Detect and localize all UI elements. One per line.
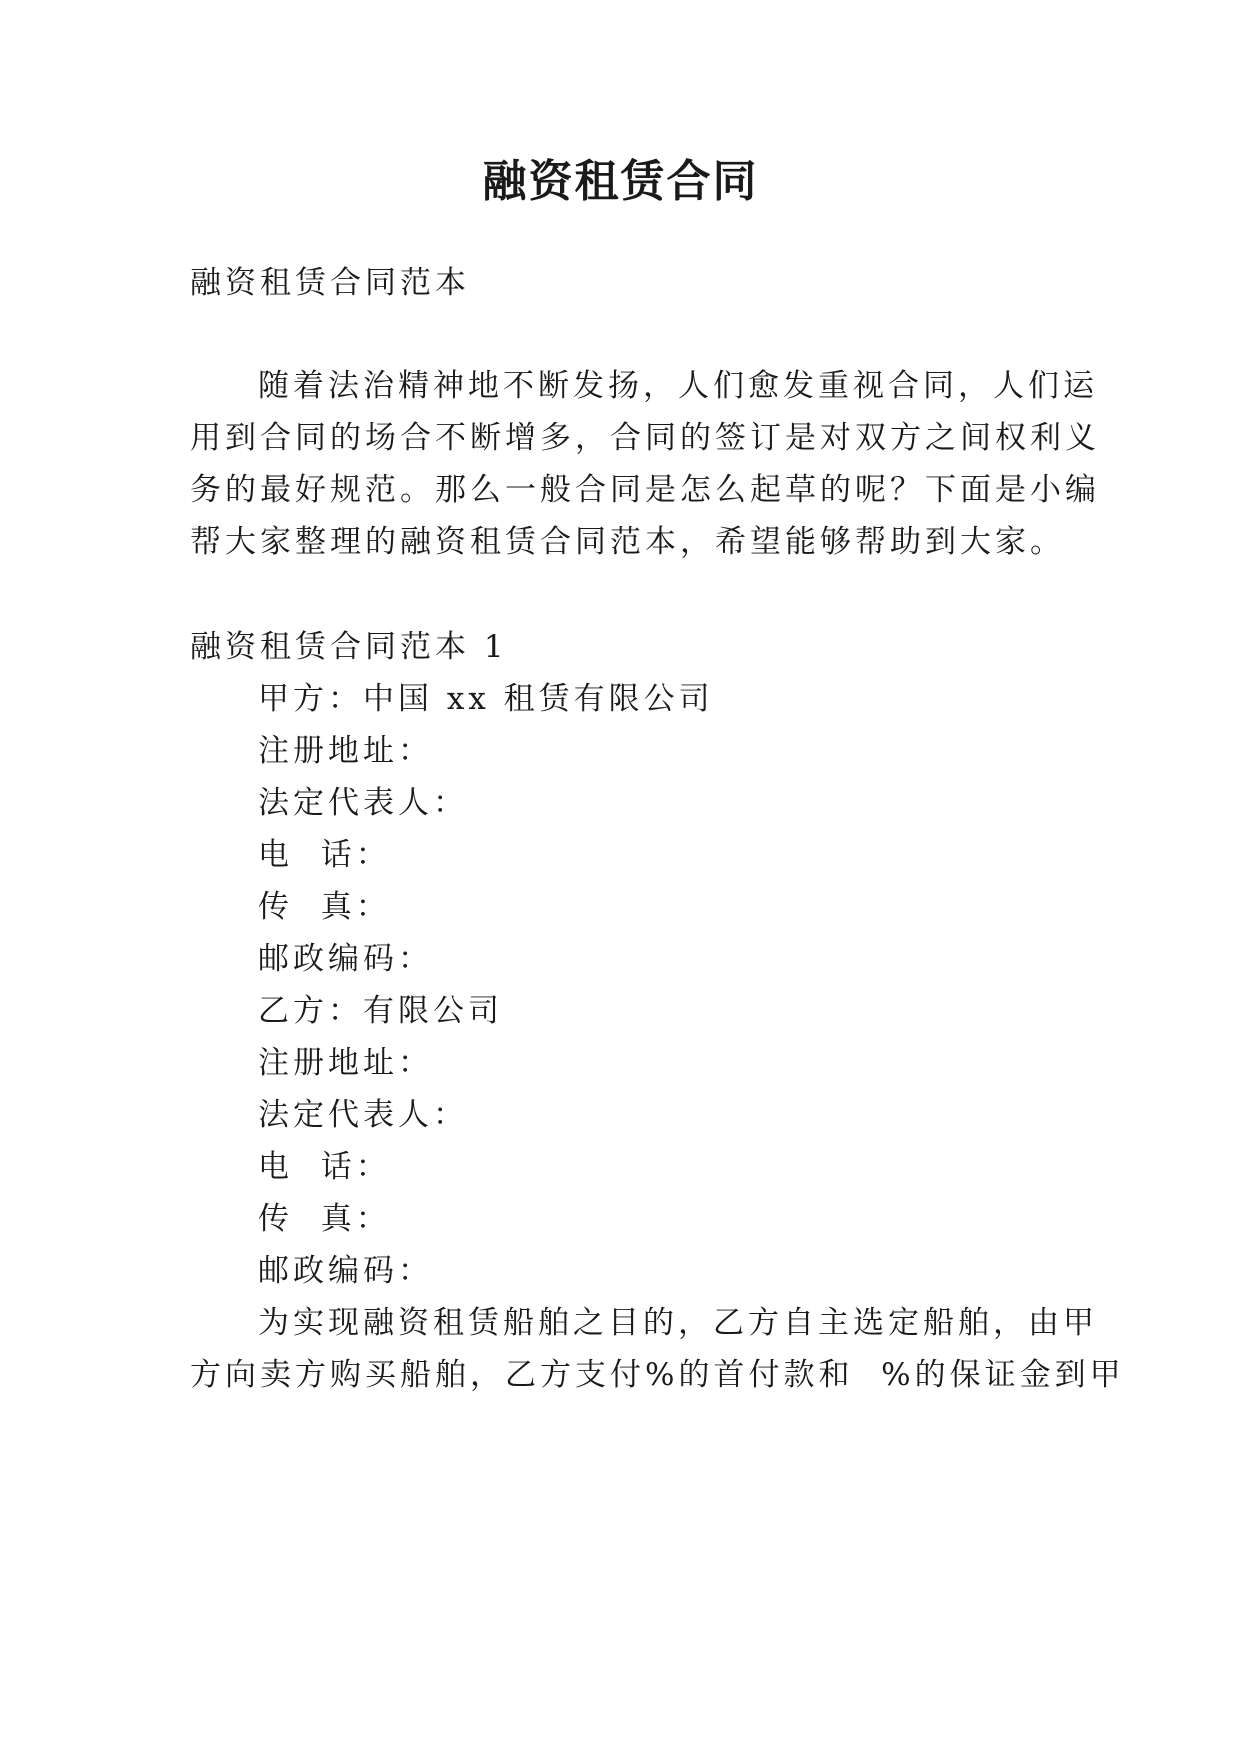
intro-line: 随着法治精神地不断发扬，人们愈发重视合同，人们运 [258, 368, 1098, 404]
intro-line: 帮大家整理的融资租赁合同范本，希望能够帮助到大家。 [190, 524, 1065, 560]
document-title: 融资租赁合同 [482, 156, 759, 207]
party-a-fax: 传 真： [258, 889, 391, 925]
party-b-postcode: 邮政编码： [258, 1253, 433, 1289]
party-a-phone: 电 话： [258, 837, 391, 873]
party-b-phone: 电 话： [258, 1149, 391, 1185]
party-a-address: 注册地址： [258, 733, 433, 769]
document-subtitle: 融资租赁合同范本 [190, 265, 470, 301]
intro-line: 务的最好规范。那么一般合同是怎么起草的呢？下面是小编 [190, 472, 1100, 508]
party-b-legal-rep: 法定代表人： [258, 1097, 468, 1133]
party-a-postcode: 邮政编码： [258, 941, 433, 977]
party-b-name: 乙方：有限公司 [258, 993, 503, 1029]
party-a-name: 甲方：中国 xx 租赁有限公司 [258, 681, 714, 717]
section-heading: 融资租赁合同范本 1 [190, 629, 508, 665]
party-b-address: 注册地址： [258, 1045, 433, 1081]
clause-line: 为实现融资租赁船舶之目的，乙方自主选定船舶，由甲 [258, 1305, 1098, 1341]
clause-line: 方向卖方购买船舶，乙方支付%的首付款和 %的保证金到甲 [190, 1357, 1125, 1393]
party-b-fax: 传 真： [258, 1201, 391, 1237]
party-a-legal-rep: 法定代表人： [258, 785, 468, 821]
intro-line: 用到合同的场合不断增多，合同的签订是对双方之间权利义 [190, 420, 1100, 456]
